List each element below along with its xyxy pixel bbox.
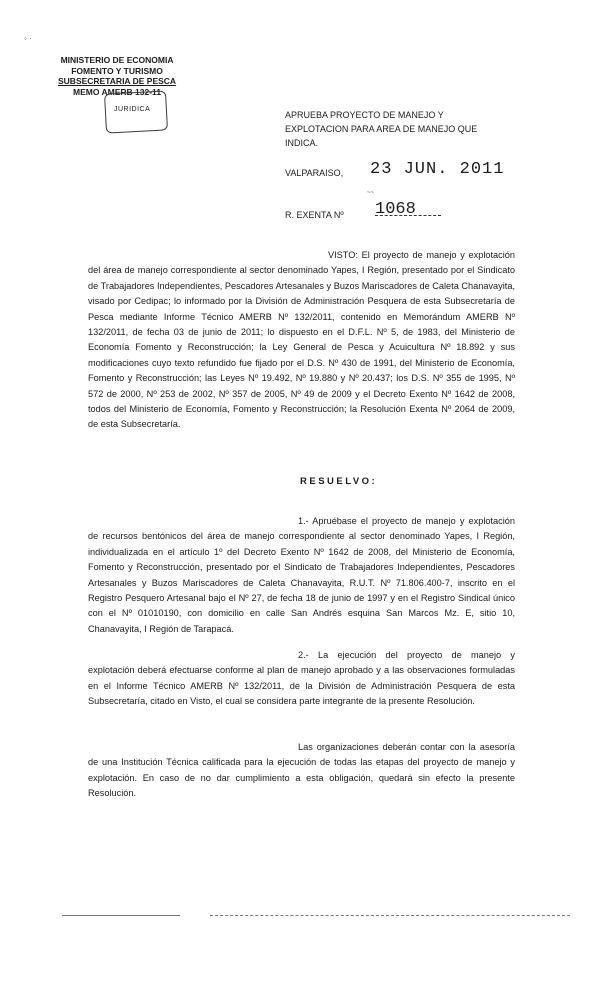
resolution-label: R. EXENTA Nº [285, 210, 344, 220]
legal-stamp-text: JURIDICA [114, 106, 151, 113]
resolution-point-2: 2.- La ejecución del proyecto de manejo y explotación deberá efectuarse conforme al plan de manejo aprobado y a las observaciones formuladas en el Informe Técnico AMERB Nº 132/2011, de la División de Administración Pesquera de esta Subsecretaría, citado en Visto, el cual se considera parte integrante de la presente Resolución. [88, 650, 515, 707]
resolution-number: 1068 [375, 200, 416, 219]
visto-paragraph: VISTO: El proyecto de manejo y explotación del área de manejo correspondiente al sector denominado Yapes, I Región, presentado por el Sindicato de Trabajadores Independientes, Pescadores Artesanales y Buzos Mariscadores de Caleta Chanavayita, visado por Cedipac; lo informado por la División de Administración Pesquera de esta Subsecretaría de Pesca mediante Informe Técnico AMERB Nº 132/2011, contenido en Memorándum AMERB Nº 132/2011, de fecha 03 de junio de 2011; lo dispuesto en el D.F.L. Nº 5, de 1983, del Ministerio de Economía Fomento y Reconstrucción; la Ley General de Pesca y Acuicultura Nº 18.892 y sus modificaciones cuyo texto refundido fue fijado por el D.S. Nº 430 de 1991, del Ministerio de Economía, Fomento y Reconstrucción; las Leyes Nº 19.492, Nº 19.880 y Nº 20.437; los D.S. Nº 355 de 1995, Nº 572 de 2000, Nº 253 de 2002, Nº 357 de 2005, Nº 49 de 2009 y el Decreto Exento Nº 1642 de 2008, todos del Ministerio de Economía, Fomento y Reconstrucción; la Resolución Exenta Nº 2064 de 2009, de esta Subsecretaría. [88, 250, 515, 430]
resolution-point-1: 1.- Apruébase el proyecto de manejo y explotación de recursos bentónicos del área de manejo correspondiente al sector denominado Yapes, I Región, individualizada en el artículo 1º del Decreto Exento Nº 1642 de 2008, del Ministerio de Economía, Fomento y Reconstrucción, presentado por el Sindicato de Trabajadores Independientes, Pescadores Artesanales y Buzos Mariscadores de Caleta Chanavayita, R.U.T. Nº 71.806.400-7, inscrito en el Registro Pesquero Artesanal bajo el Nº 27, de fecha 18 de junio de 1997 y en el Registro Sindical único con el Nº 01010190, con domicilio en calle San Andrés esquina San Marcos Mz. E, sitio 10, Chanavayita, I Región de Tarapacá. [88, 516, 515, 634]
footer-rule-left [62, 915, 180, 916]
letterhead-subsecretaria: SUBSECRETARIA DE PESCA [58, 76, 177, 86]
footer-rule-right [210, 915, 570, 916]
letterhead-memo: MEMO AMERB 132-11 [73, 86, 162, 97]
place-label: VALPARAISO, [285, 168, 344, 178]
handwritten-mark: ~~ [367, 190, 375, 196]
corner-mark: ◦ · [24, 34, 32, 43]
resolution-number-underline [375, 215, 441, 216]
resuelvo-heading: RESUELVO: [300, 476, 378, 487]
document-subject: APRUEBA PROYECTO DE MANEJO Y EXPLOTACION PARA AREA DE MANEJO QUE INDICA. [285, 110, 478, 148]
letterhead-ministry: MINISTERIO DE ECONOMIA [60, 55, 174, 65]
resolution-point-3: Las organizaciones deberán contar con la asesoría de una Institución Técnica calificada para la ejecución de todas las etapas del proyecto de manejo y explotación. En caso de no dar cumplimiento a esta obligación, quedará sin efecto la presente Resolución. [88, 742, 515, 799]
letterhead-fomento: FOMENTO Y TURISMO [71, 65, 163, 76]
document-date: 23 JUN. 2011 [370, 160, 505, 179]
